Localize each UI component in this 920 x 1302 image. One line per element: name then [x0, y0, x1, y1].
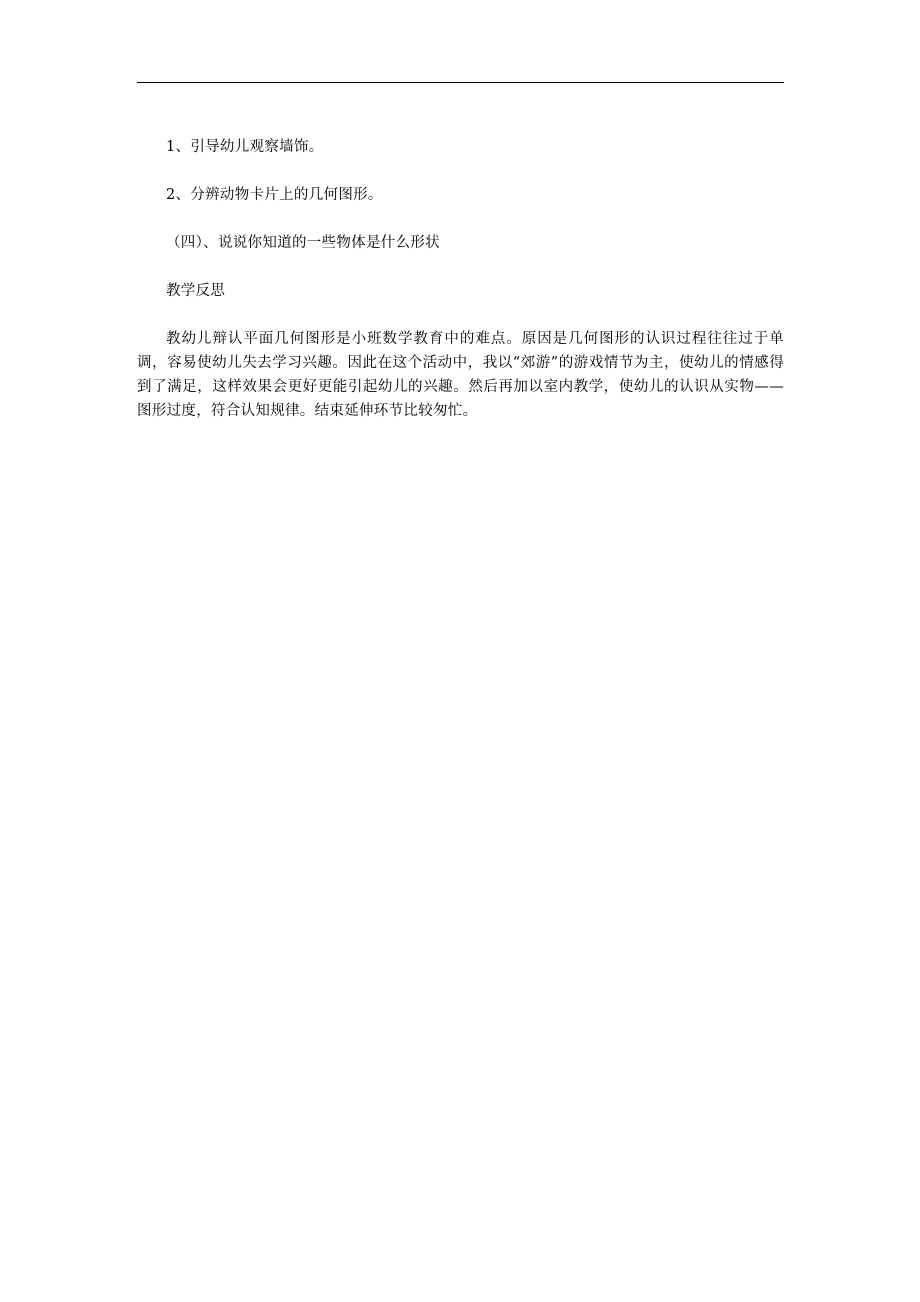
- document-content: [137, 135, 784, 423]
- reflection-paragraph: 教幼儿辩认平面几何图形是小班数学教育中的难点。原因是几何图形的认识过程往往过于单调，容易使幼儿失去学习兴趣。因此在这个活动中，我以“郊游”的游戏情节为主，使幼儿的情感得到了满足，这样效果会更好更能引起幼儿的兴趣。然后再加以室内教学，使幼儿的认识从实物——图形过度，符合认知规律。结束延伸环节比较匆忙。: [137, 331, 784, 419]
- section-heading-four: （四）、说说你知道的一些物体是什么形状: [166, 235, 440, 251]
- list-item-observe-wall: 1、引导幼儿观察墙饰。: [166, 139, 324, 155]
- list-item-identify-shapes: 2、分辨动物卡片上的几何图形。: [166, 187, 383, 203]
- section-heading-reflection: 教学反思: [166, 283, 226, 299]
- header-rule: [137, 82, 784, 83]
